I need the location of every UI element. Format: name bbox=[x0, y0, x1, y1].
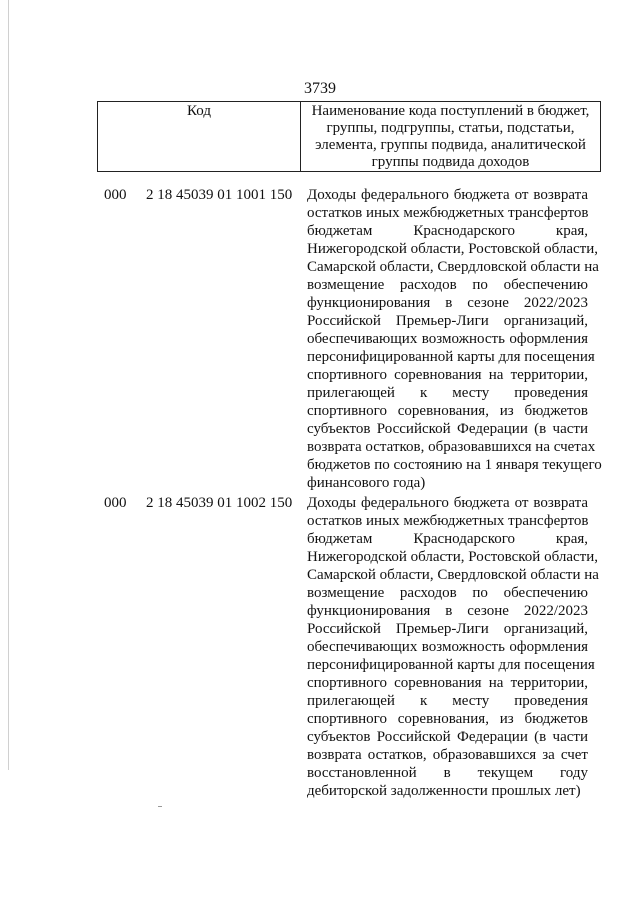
entry-row bbox=[0, 494, 640, 800]
entry-description-line: Российской Премьер-Лиги организаций, bbox=[307, 621, 588, 637]
header-code-cell bbox=[98, 102, 301, 172]
entry-description-line: Самарской области, Свердловской области на bbox=[307, 259, 599, 275]
entry-budget-code: 2 18 45039 01 1002 150 bbox=[146, 495, 293, 511]
header-table bbox=[97, 101, 601, 172]
entry-description-line: персонифицированной карты для посещения bbox=[307, 657, 595, 673]
entry-description-line: персонифицированной карты для посещения bbox=[307, 349, 595, 365]
entry-description bbox=[307, 494, 599, 800]
entry-description-line: финансового года) bbox=[307, 475, 426, 491]
entry-admin-code: 000 bbox=[104, 495, 127, 511]
entry-description-line: дебиторской задолженности прошлых лет) bbox=[307, 783, 581, 799]
entry-description-line: субъектов Российской Федерации (в части bbox=[307, 421, 588, 437]
entry-description-line: субъектов Российской Федерации (в части bbox=[307, 729, 588, 745]
entry-description-line: обеспечивающих возможность оформления bbox=[307, 639, 588, 655]
header-name-line: группы подвида доходов bbox=[371, 154, 530, 170]
header-name-line: элемента, группы подвида, аналитической bbox=[315, 137, 586, 153]
entry-description-line: остатков иных межбюджетных трансфертов bbox=[307, 205, 589, 221]
entry-budget-code: 2 18 45039 01 1001 150 bbox=[146, 187, 293, 203]
entry-description-line: Самарской области, Свердловской области на bbox=[307, 567, 599, 583]
entry-description-line: функционирования в сезоне 2022/2023 bbox=[307, 295, 588, 311]
scan-artifact-mark bbox=[158, 806, 162, 807]
entry-description-line: бюджетов по состоянию на 1 января текущего bbox=[307, 457, 602, 473]
entry-description-line: спортивного соревнования, из бюджетов bbox=[307, 403, 588, 419]
entry-description-line: возмещение расходов по обеспечению bbox=[307, 585, 588, 601]
entry-description-line: остатков иных межбюджетных трансфертов bbox=[307, 513, 589, 529]
entry-description-line: спортивного соревнования на территории, bbox=[307, 675, 588, 691]
entry-description-line: возмещение расходов по обеспечению bbox=[307, 277, 588, 293]
entry-description-line: Российской Премьер-Лиги организаций, bbox=[307, 313, 588, 329]
entry-row bbox=[0, 186, 640, 492]
entry-description-line: Доходы федерального бюджета от возврата bbox=[307, 187, 588, 203]
entry-admin-code: 000 bbox=[104, 187, 127, 203]
entry-description-line: Доходы федерального бюджета от возврата bbox=[307, 495, 588, 511]
entry-description-line: прилегающей к месту проведения bbox=[307, 693, 588, 709]
entry-description-line: возврата остатков, образовавшихся за счет bbox=[307, 747, 588, 763]
header-name-cell bbox=[301, 102, 601, 172]
entry-description-line: возврата остатков, образовавшихся на счетах bbox=[307, 439, 596, 455]
entry-description bbox=[307, 186, 602, 492]
entry-description-line: бюджетам Краснодарского края, bbox=[307, 531, 588, 547]
entry-description-line: спортивного соревнования, из бюджетов bbox=[307, 711, 588, 727]
header-code-label: Код bbox=[187, 103, 211, 119]
entry-description-line: прилегающей к месту проведения bbox=[307, 385, 588, 401]
page-number: 3739 bbox=[304, 80, 336, 97]
header-name-line: Наименование кода поступлений в бюджет, bbox=[311, 103, 590, 119]
entry-description-line: бюджетам Краснодарского края, bbox=[307, 223, 588, 239]
entry-description-line: обеспечивающих возможность оформления bbox=[307, 331, 588, 347]
entry-description-line: Нижегородской области, Ростовской области, bbox=[307, 241, 598, 257]
entry-description-line: Нижегородской области, Ростовской области, bbox=[307, 549, 598, 565]
entry-description-line: функционирования в сезоне 2022/2023 bbox=[307, 603, 588, 619]
header-name-line: группы, подгруппы, статьи, подстатьи, bbox=[326, 120, 575, 136]
entries-list bbox=[0, 186, 640, 800]
entry-description-line: восстановленной в текущем году bbox=[307, 765, 588, 781]
entry-description-line: спортивного соревнования на территории, bbox=[307, 367, 588, 383]
